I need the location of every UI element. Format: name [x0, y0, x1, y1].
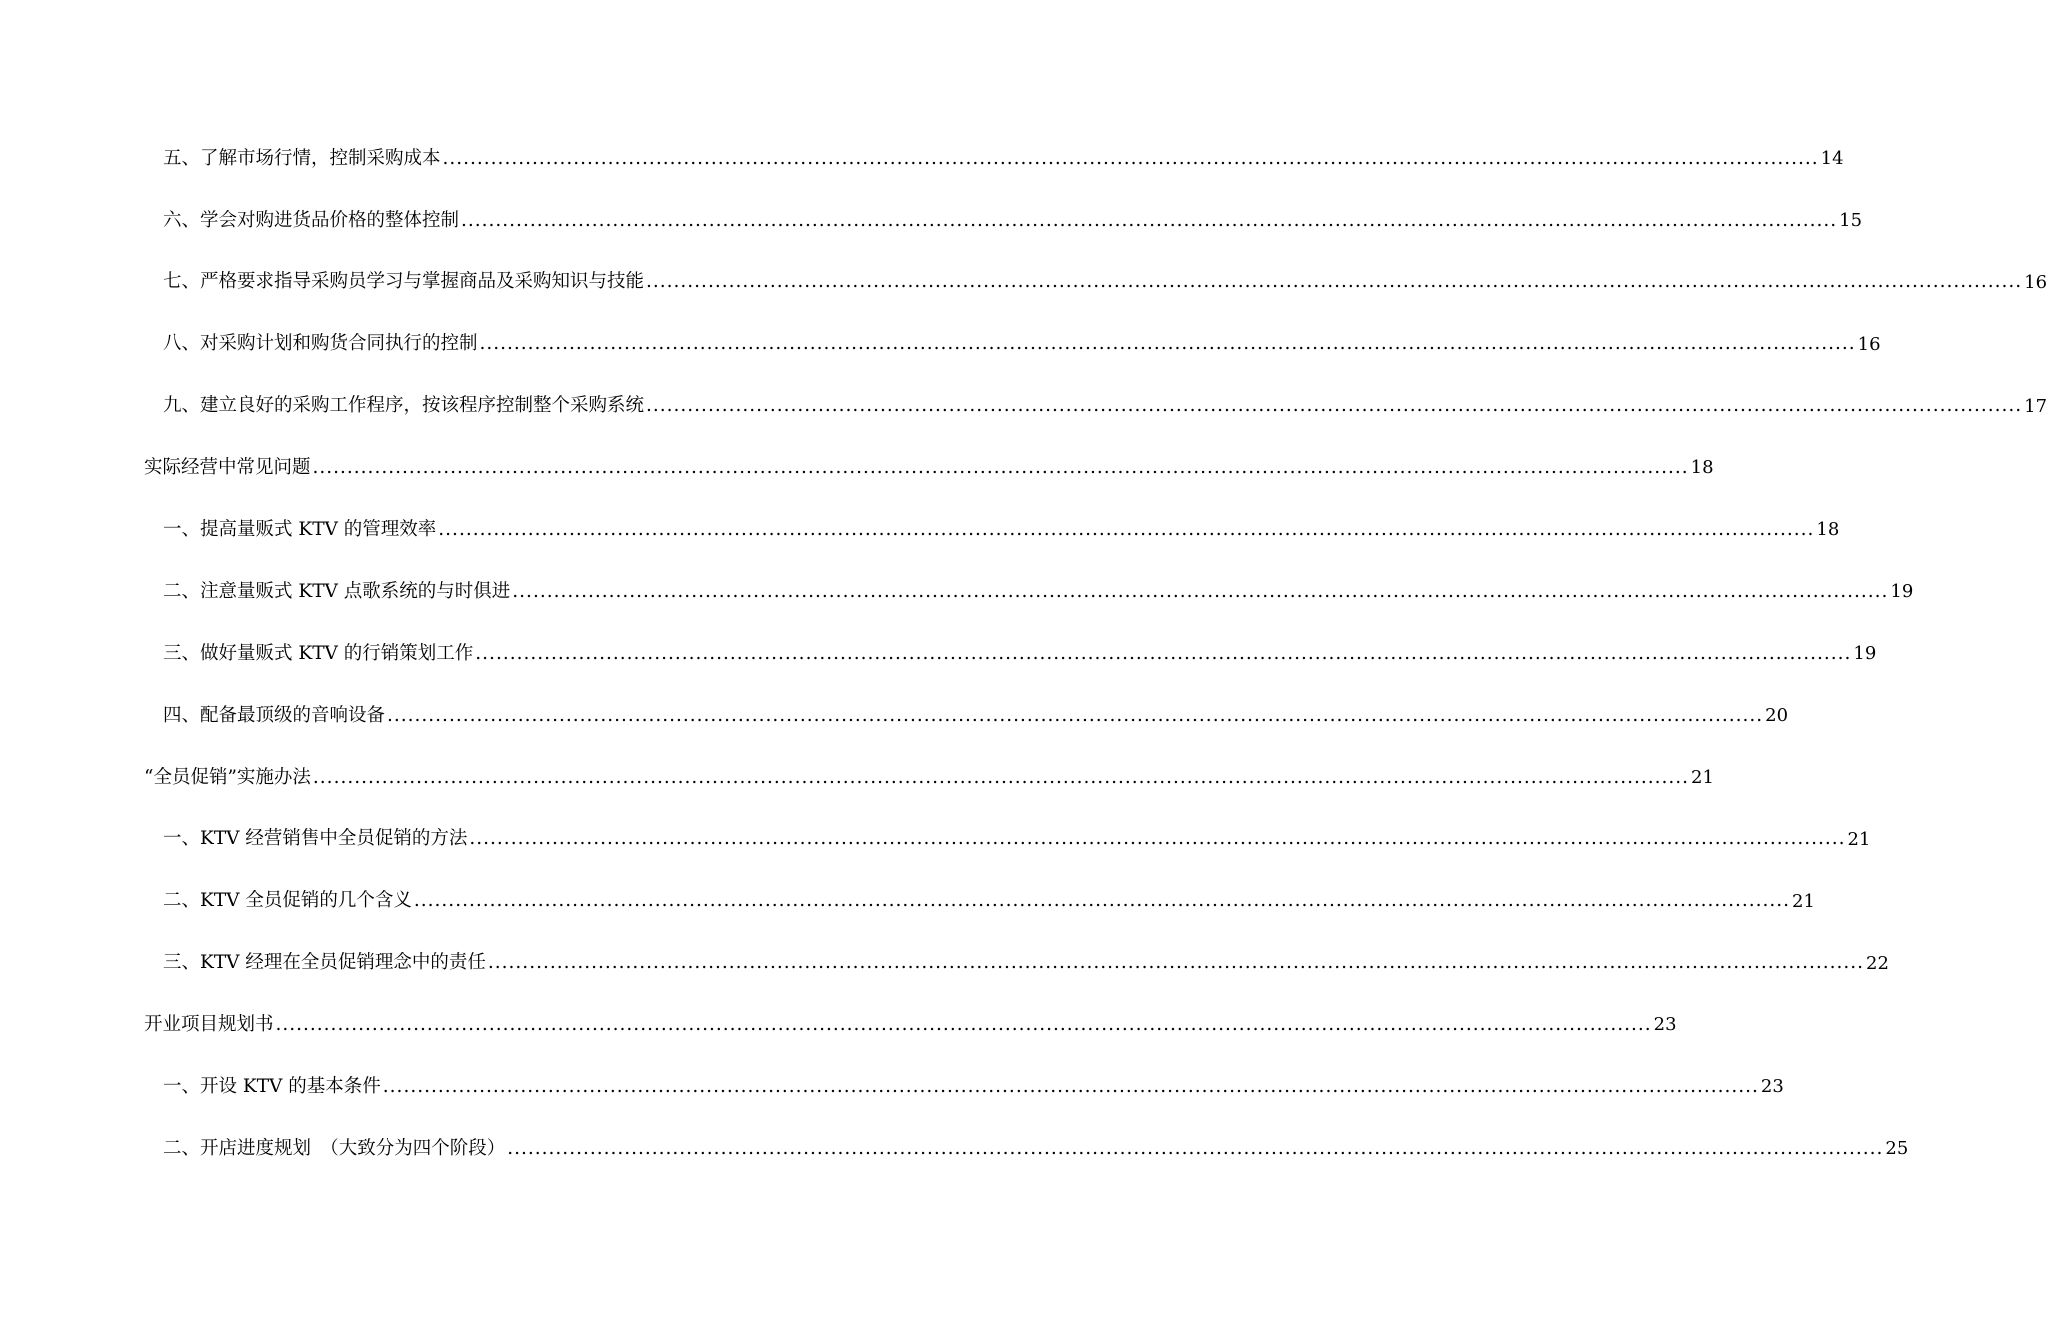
toc-entry[interactable] — [0, 623, 1877, 685]
toc-dot-leader: ........................................................................................................................................................................................................ — [512, 580, 1889, 602]
toc-dot-leader: ........................................................................................................................................................................................................ — [438, 519, 1815, 541]
toc-entry[interactable] — [0, 933, 1889, 995]
toc-entry[interactable] — [0, 376, 2047, 438]
toc-entry-title: 二、注意量贩式 KTV 点歌系统的与时俱进 — [163, 580, 511, 602]
toc-entry-title: 一、提高量贩式 KTV 的管理效率 — [163, 519, 437, 541]
toc-entry-page-number: 21 — [1691, 766, 1714, 788]
toc-entry-page-number: 25 — [1885, 1138, 1909, 1160]
toc-dot-leader: ........................................................................................................................................................................................................ — [312, 766, 1690, 788]
toc-dot-leader: ........................................................................................................................................................................................................ — [275, 1014, 1652, 1036]
toc-entry[interactable] — [0, 561, 1914, 623]
toc-entry-page-number: 19 — [1853, 643, 1877, 665]
table-of-contents — [0, 128, 2047, 1180]
toc-entry-title: 三、做好量贩式 KTV 的行销策划工作 — [163, 642, 474, 664]
toc-entry-page-number: 23 — [1760, 1076, 1784, 1098]
toc-entry[interactable] — [0, 128, 1844, 190]
toc-entry-title: 实际经营中常见问题 — [144, 457, 311, 479]
toc-entry-title: 三、KTV 经理在全员促销理念中的责任 — [163, 952, 486, 974]
toc-entry-page-number: 21 — [1792, 890, 1815, 912]
toc-entry[interactable] — [0, 685, 1789, 747]
toc-dot-leader: ........................................................................................................................................................................................................ — [487, 952, 1865, 974]
toc-entry-title: 一、KTV 经营销售中全员促销的方法 — [163, 828, 468, 850]
toc-entry-title: 一、开设 KTV 的基本条件 — [163, 1076, 381, 1098]
toc-entry-page-number: 21 — [1847, 828, 1871, 850]
toc-entry-page-number: 16 — [2024, 271, 2047, 293]
toc-entry-title: 二、KTV 全员促销的几个含义 — [163, 890, 412, 912]
toc-entry-title: 四、配备最顶级的音响设备 — [163, 704, 386, 726]
toc-entry[interactable] — [0, 809, 1871, 871]
toc-entry[interactable] — [0, 190, 1863, 252]
toc-entry-title: 六、学会对购进货品价格的整体控制 — [163, 209, 460, 231]
toc-entry[interactable] — [0, 994, 1677, 1056]
toc-entry-page-number: 15 — [1839, 209, 1863, 231]
toc-entry-title: 开业项目规划书 — [144, 1014, 274, 1036]
toc-entry-page-number: 18 — [1816, 519, 1840, 541]
toc-entry-title: 五、了解市场行情，控制采购成本 — [163, 147, 441, 169]
toc-entry-page-number: 16 — [1857, 333, 1881, 355]
toc-entry-page-number: 22 — [1866, 952, 1889, 974]
toc-entry-title: 二、开店进度规划 （大致分为四个阶段） — [163, 1137, 506, 1159]
toc-entry[interactable] — [0, 252, 2047, 314]
toc-entry-page-number: 14 — [1820, 147, 1844, 169]
toc-entry-page-number: 23 — [1653, 1014, 1677, 1036]
toc-dot-leader: ........................................................................................................................................................................................................ — [461, 209, 1838, 231]
toc-dot-leader: ........................................................................................................................................................................................................ — [413, 890, 1791, 912]
toc-entry[interactable] — [0, 499, 1840, 561]
toc-dot-leader: ........................................................................................................................................................................................................ — [646, 271, 2023, 293]
toc-dot-leader: ........................................................................................................................................................................................................ — [312, 457, 1689, 479]
toc-dot-leader: ........................................................................................................................................................................................................ — [382, 1076, 1759, 1098]
toc-entry-page-number: 18 — [1690, 457, 1714, 479]
toc-entry-page-number: 17 — [2024, 395, 2047, 417]
toc-dot-leader: ........................................................................................................................................................................................................ — [469, 828, 1846, 850]
toc-dot-leader: ........................................................................................................................................................................................................ — [387, 704, 1764, 726]
toc-dot-leader: ........................................................................................................................................................................................................ — [646, 395, 2023, 417]
toc-entry[interactable] — [0, 871, 1815, 933]
toc-entry[interactable] — [0, 314, 1881, 376]
toc-dot-leader: ........................................................................................................................................................................................................ — [442, 147, 1819, 169]
toc-entry[interactable] — [0, 1056, 1784, 1118]
toc-dot-leader: ........................................................................................................................................................................................................ — [507, 1137, 1884, 1159]
toc-dot-leader: ........................................................................................................................................................................................................ — [475, 642, 1852, 664]
toc-entry-title: 七、严格要求指导采购员学习与掌握商品及采购知识与技能 — [163, 271, 645, 293]
toc-entry-title: 八、对采购计划和购货合同执行的控制 — [163, 333, 478, 355]
toc-entry-title: “全员促销”实施办法 — [144, 766, 311, 788]
toc-entry-title: 九、建立良好的采购工作程序，按该程序控制整个采购系统 — [163, 395, 645, 417]
toc-dot-leader: ........................................................................................................................................................................................................ — [479, 333, 1856, 355]
toc-entry[interactable] — [0, 437, 1714, 499]
toc-entry[interactable] — [0, 1118, 1909, 1180]
toc-entry-page-number: 20 — [1765, 704, 1789, 726]
toc-entry-page-number: 19 — [1890, 581, 1914, 603]
toc-entry[interactable] — [0, 747, 1714, 809]
